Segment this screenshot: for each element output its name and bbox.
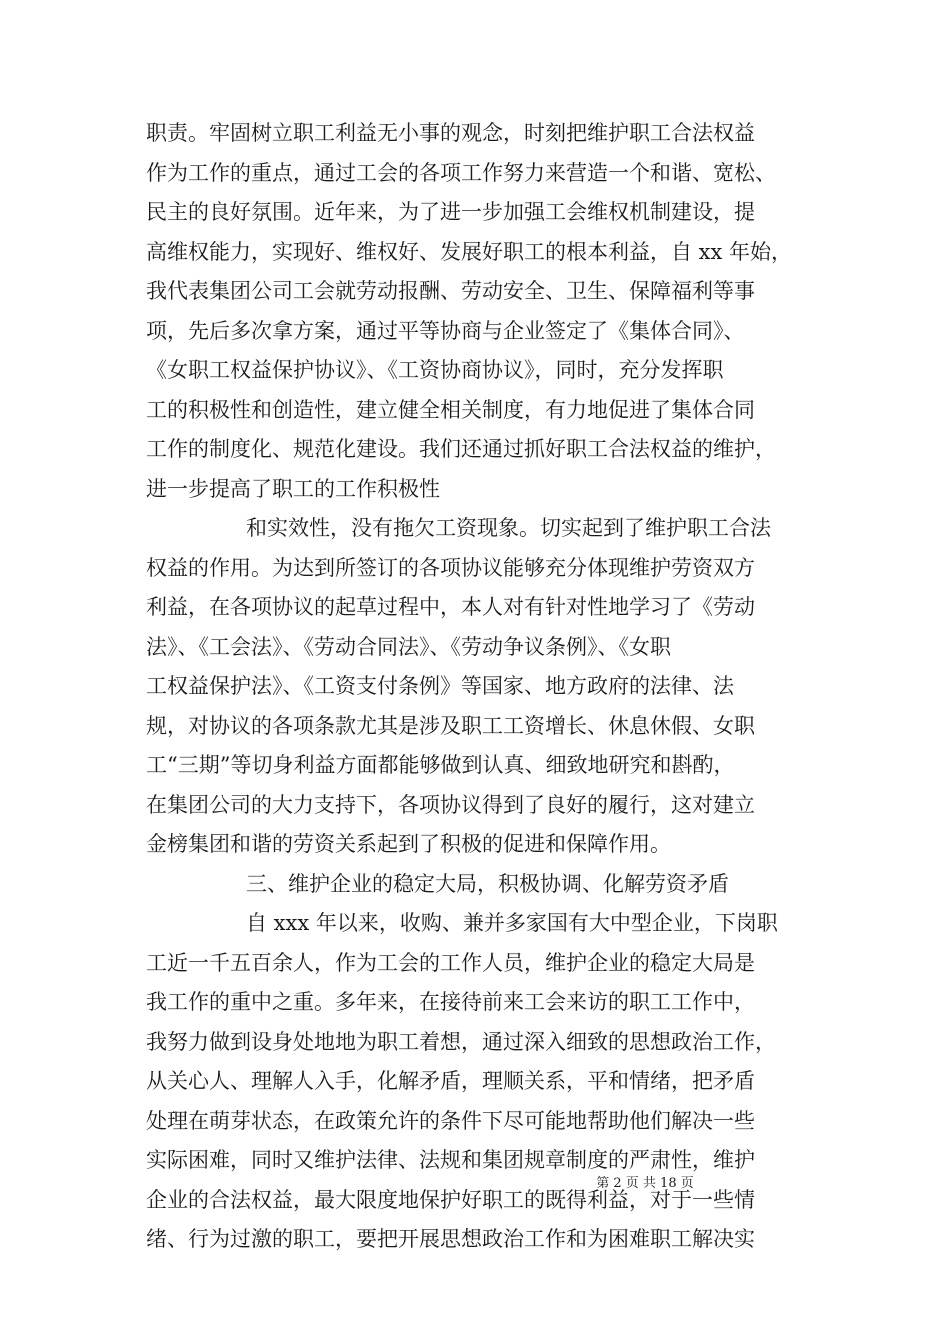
- text-line: 企业的合法权益，最大限度地保护好职工的既得利益，对于一些情: [146, 1187, 755, 1212]
- text-line: 工权益保护法》、《工资支付条例》等国家、地方政府的法律、法: [146, 674, 734, 698]
- text-line: 绪、行为过激的职工，要把开展思想政治工作和为困难职工解决实: [146, 1227, 755, 1251]
- text-line: 工“三期”等切身利益方面都能够做到认真、细致地研究和斟酌，: [146, 753, 735, 777]
- text-line: 实际困难，同时又维护法律、法规和集团规章制度的严肃性，维护: [146, 1148, 755, 1172]
- text-line: 我努力做到设身处地地为职工着想，通过深入细致的思想政治工作，: [146, 1029, 776, 1054]
- text-line: 高维权能力，实现好、维权好、发展好职工的根本利益，自 xx 年始，: [146, 239, 793, 264]
- body-text: [146, 114, 826, 1260]
- text-line-indented: 和实效性，没有拖欠工资现象。切实起到了维护职工合法: [246, 516, 771, 540]
- text-line: 工的积极性和创造性，建立健全相关制度，有力地促进了集体合同: [146, 397, 755, 422]
- text-line: 作为工作的重点，通过工会的各项工作努力来营造一个和谐、宽松、: [146, 160, 776, 185]
- text-line: 我工作的重中之重。多年来，在接待前来工会来访的职工工作中，: [146, 990, 755, 1014]
- text-line: 利益，在各项协议的起草过程中，本人对有针对性地学习了《劳动: [146, 595, 755, 619]
- text-line: 法》、《工会法》、《劳动合同法》、《劳动争议条例》、《女职: [146, 634, 671, 659]
- text-line: 民主的良好氛围。近年来，为了进一步加强工会维权机制建设，提: [146, 200, 755, 224]
- text-line: 从关心人、理解人入手，化解矛盾，理顺关系，平和情绪，把矛盾: [146, 1069, 755, 1093]
- text-line: 工作的制度化、规范化建设。我们还通过抓好职工合法权益的维护，: [146, 437, 776, 461]
- text-line: 工近一千五百余人，作为工会的工作人员，维护企业的稳定大局是: [146, 950, 755, 975]
- text-line: 权益的作用。为达到所签订的各项协议能够充分体现维护劳资双方: [146, 555, 755, 580]
- text-line: 金榜集团和谐的劳资关系起到了积极的促进和保障作用。: [146, 832, 671, 856]
- text-line: 职责。牢固树立职工利益无小事的观念，时刻把维护职工合法权益: [146, 121, 755, 145]
- text-line-indented: 自 xxx 年以来，收购、兼并多家国有大中型企业，下岗职: [246, 911, 778, 935]
- page-number-footer: 第 2 页 共 18 页: [596, 1176, 694, 1191]
- section-heading: 三、维护企业的稳定大局，积极协调、化解劳资矛盾: [246, 871, 729, 896]
- text-line: 项，先后多次拿方案，通过平等协商与企业签定了《集体合同》、: [146, 318, 745, 343]
- text-line: 我代表集团公司工会就劳动报酬、劳动安全、卫生、保障福利等事: [146, 279, 755, 303]
- text-line: 规，对协议的各项条款尤其是涉及职工工资增长、休息休假、女职: [146, 713, 755, 738]
- text-line: 处理在萌芽状态，在政策允许的条件下尽可能地帮助他们解决一些: [146, 1108, 755, 1133]
- text-line: 进一步提高了职工的工作积极性: [146, 476, 440, 501]
- text-line: 在集团公司的大力支持下，各项协议得到了良好的履行，这对建立: [146, 792, 755, 817]
- text-line: 《女职工权益保护协议》、《工资协商协议》，同时，充分发挥职: [146, 358, 724, 382]
